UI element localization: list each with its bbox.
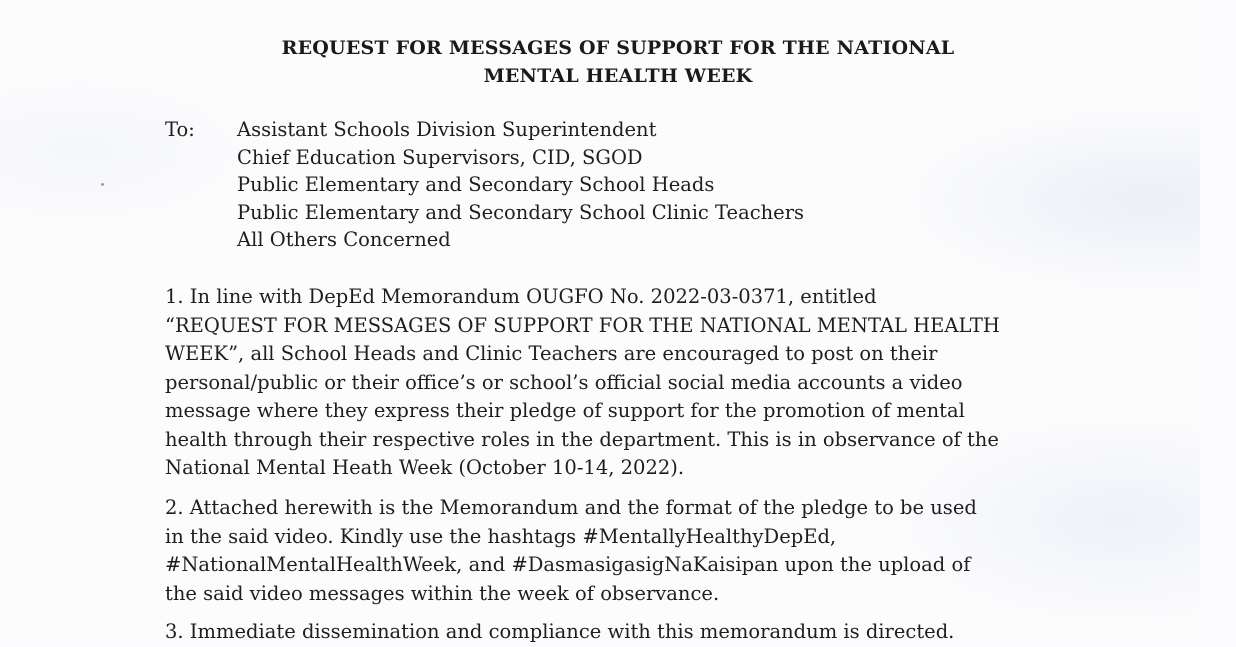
recipient-item: Assistant Schools Division Superintendent xyxy=(237,118,657,141)
paragraph-3-partial xyxy=(165,618,1085,647)
recipient-item: All Others Concerned xyxy=(237,228,451,251)
paragraph-line: 2. Attached herewith is the Memorandum and the format of the pledge to be used xyxy=(165,496,977,519)
paragraph-line: #NationalMentalHealthWeek, and #DasmasigasigNaKaisipan upon the upload of xyxy=(165,553,971,576)
paragraph-line: 3. Immediate dissemination and compliance with this memorandum is directed. xyxy=(165,620,955,643)
to-label: To: xyxy=(165,118,195,141)
paragraph-line: National Mental Heath Week (October 10-14, 2022). xyxy=(165,456,685,479)
paragraph-line: personal/public or their office’s or school’s official social media accounts a video xyxy=(165,370,963,394)
memo-title xyxy=(0,34,1236,90)
recipient-item: Public Elementary and Secondary School Heads xyxy=(237,173,715,196)
recipient-list xyxy=(237,116,997,254)
paragraph-2 xyxy=(165,494,1085,608)
recipient-item: Chief Education Supervisors, CID, SGOD xyxy=(237,145,643,169)
paragraph-line: message where they express their pledge of support for the promotion of mental xyxy=(165,399,965,422)
paragraph-line: WEEK”, all School Heads and Clinic Teachers are encouraged to post on their xyxy=(165,342,938,365)
paragraph-line: in the said video. Kindly use the hashtags #MentallyHealthyDepEd, xyxy=(165,524,837,548)
paragraph-line: health through their respective roles in the department. This is in observance of the xyxy=(165,427,999,451)
paragraph-1 xyxy=(165,283,1085,483)
paragraph-line: “REQUEST FOR MESSAGES OF SUPPORT FOR THE NATIONAL MENTAL HEALTH xyxy=(165,313,1000,337)
recipient-item: Public Elementary and Secondary School Clinic Teachers xyxy=(237,200,805,224)
memo-title-line: REQUEST FOR MESSAGES OF SUPPORT FOR THE NATIONAL xyxy=(281,37,955,59)
scan-speck xyxy=(101,183,104,186)
paragraph-line: 1. In line with DepEd Memorandum OUGFO No. 2022-03-0371, entitled xyxy=(165,285,877,308)
paragraph-line: the said video messages within the week of observance. xyxy=(165,581,720,605)
memo-title-line: MENTAL HEALTH WEEK xyxy=(483,65,753,87)
